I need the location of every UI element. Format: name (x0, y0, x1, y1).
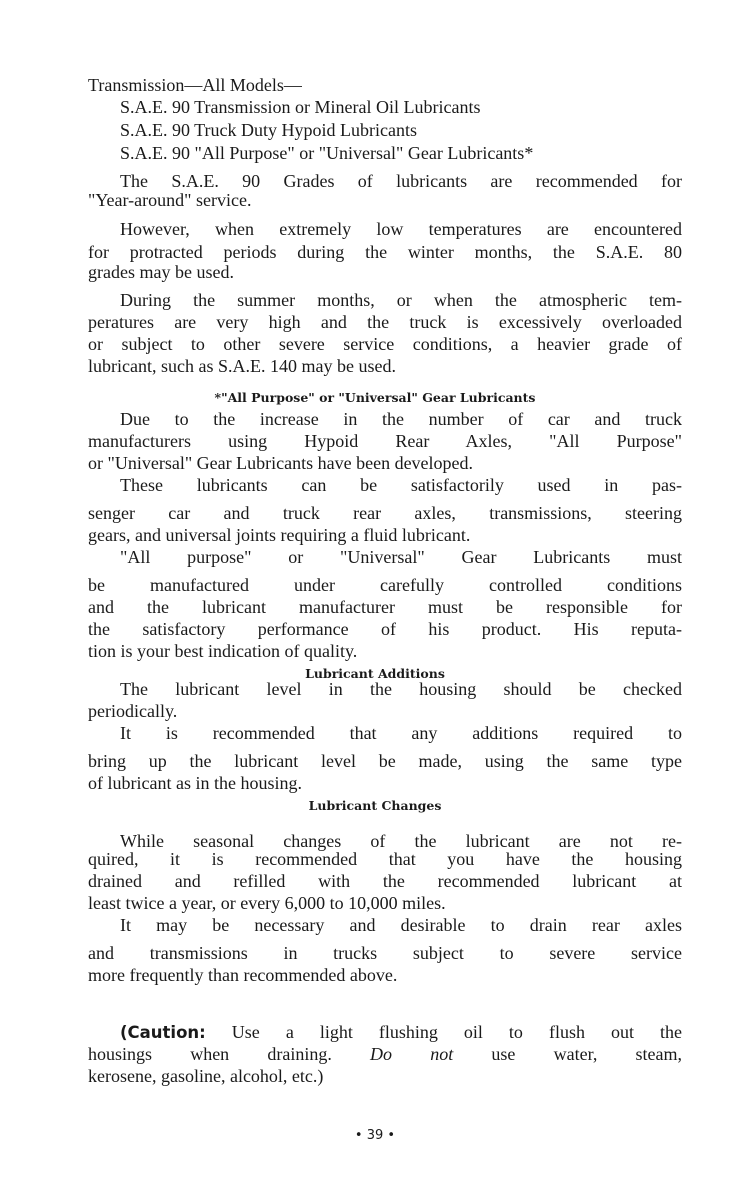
text-line: tion is your best indication of quality. (88, 641, 358, 661)
text-line: Transmission—All Models— (88, 75, 302, 95)
caution-emphasis: Do not (370, 1044, 454, 1064)
text-line: It is recommended that any additions required to (120, 723, 682, 743)
caution-label: (Caution: (120, 1023, 206, 1042)
text-line: periodically. (88, 701, 178, 721)
text-line: The S.A.E. 90 Grades of lubricants are recommended for (120, 171, 682, 191)
section-heading: Lubricant Changes (308, 798, 442, 813)
caution-line (88, 1044, 682, 1064)
page-number: • 39 • (354, 1128, 396, 1143)
text-line: of lubricant as in the housing. (88, 773, 302, 793)
caution-line (120, 1022, 682, 1043)
text-line: and transmissions in trucks subject to severe service (88, 943, 682, 963)
text-line: gears, and universal joints requiring a fluid lubricant. (88, 525, 471, 545)
section-heading: *"All Purpose" or "Universal" Gear Lubricants (214, 390, 536, 405)
text-line: While seasonal changes of the lubricant are not re- (120, 831, 682, 851)
list-item: S.A.E. 90 Transmission or Mineral Oil Lubricants (120, 97, 481, 117)
section-heading: Lubricant Additions (305, 666, 445, 681)
list-item: S.A.E. 90 "All Purpose" or "Universal" Gear Lubricants* (120, 143, 534, 163)
text-line: These lubricants can be satisfactorily used in pas- (120, 475, 682, 495)
text-line: bring up the lubricant level be made, using the same type (88, 751, 682, 771)
caution-text: use water, steam, (491, 1044, 683, 1064)
text-line: During the summer months, or when the atmospheric tem- (120, 290, 682, 310)
text-line: Due to the increase in the number of car and truck (120, 409, 682, 429)
text-line: grades may be used. (88, 262, 234, 282)
list-item: S.A.E. 90 Truck Duty Hypoid Lubricants (120, 120, 417, 140)
text-line: the satisfactory performance of his product. His reputa- (88, 619, 682, 639)
text-line: more frequently than recommended above. (88, 965, 398, 985)
text-line: least twice a year, or every 6,000 to 10,000 miles. (88, 893, 446, 913)
text-line: It may be necessary and desirable to drain rear axles (120, 915, 682, 935)
text-line: and the lubricant manufacturer must be responsible for (88, 597, 682, 617)
text-line: peratures are very high and the truck is excessively overloaded (88, 312, 682, 332)
text-line: for protracted periods during the winter months, the S.A.E. 80 (88, 242, 682, 262)
text-line: The lubricant level in the housing should be checked (120, 679, 682, 699)
caution-text: housings when draining. (88, 1044, 332, 1064)
text-line: lubricant, such as S.A.E. 140 may be used. (88, 356, 396, 376)
text-line: However, when extremely low temperatures are encountered (120, 219, 682, 239)
text-line: "Year-around" service. (88, 190, 252, 210)
caution-line: kerosene, gasoline, alcohol, etc.) (88, 1066, 324, 1086)
text-line: manufacturers using Hypoid Rear Axles, "All Purpose" (88, 431, 682, 451)
text-line: senger car and truck rear axles, transmissions, steering (88, 503, 682, 523)
text-line: drained and refilled with the recommended lubricant at (88, 871, 682, 891)
text-line: "All purpose" or "Universal" Gear Lubricants must (120, 547, 682, 567)
text-line: or "Universal" Gear Lubricants have been developed. (88, 453, 474, 473)
text-line: or subject to other severe service conditions, a heavier grade of (88, 334, 682, 354)
text-line: quired, it is recommended that you have the housing (88, 849, 682, 869)
caution-text: Use a light flushing oil to flush out the (231, 1022, 682, 1042)
text-line: be manufactured under carefully controlled conditions (88, 575, 682, 595)
